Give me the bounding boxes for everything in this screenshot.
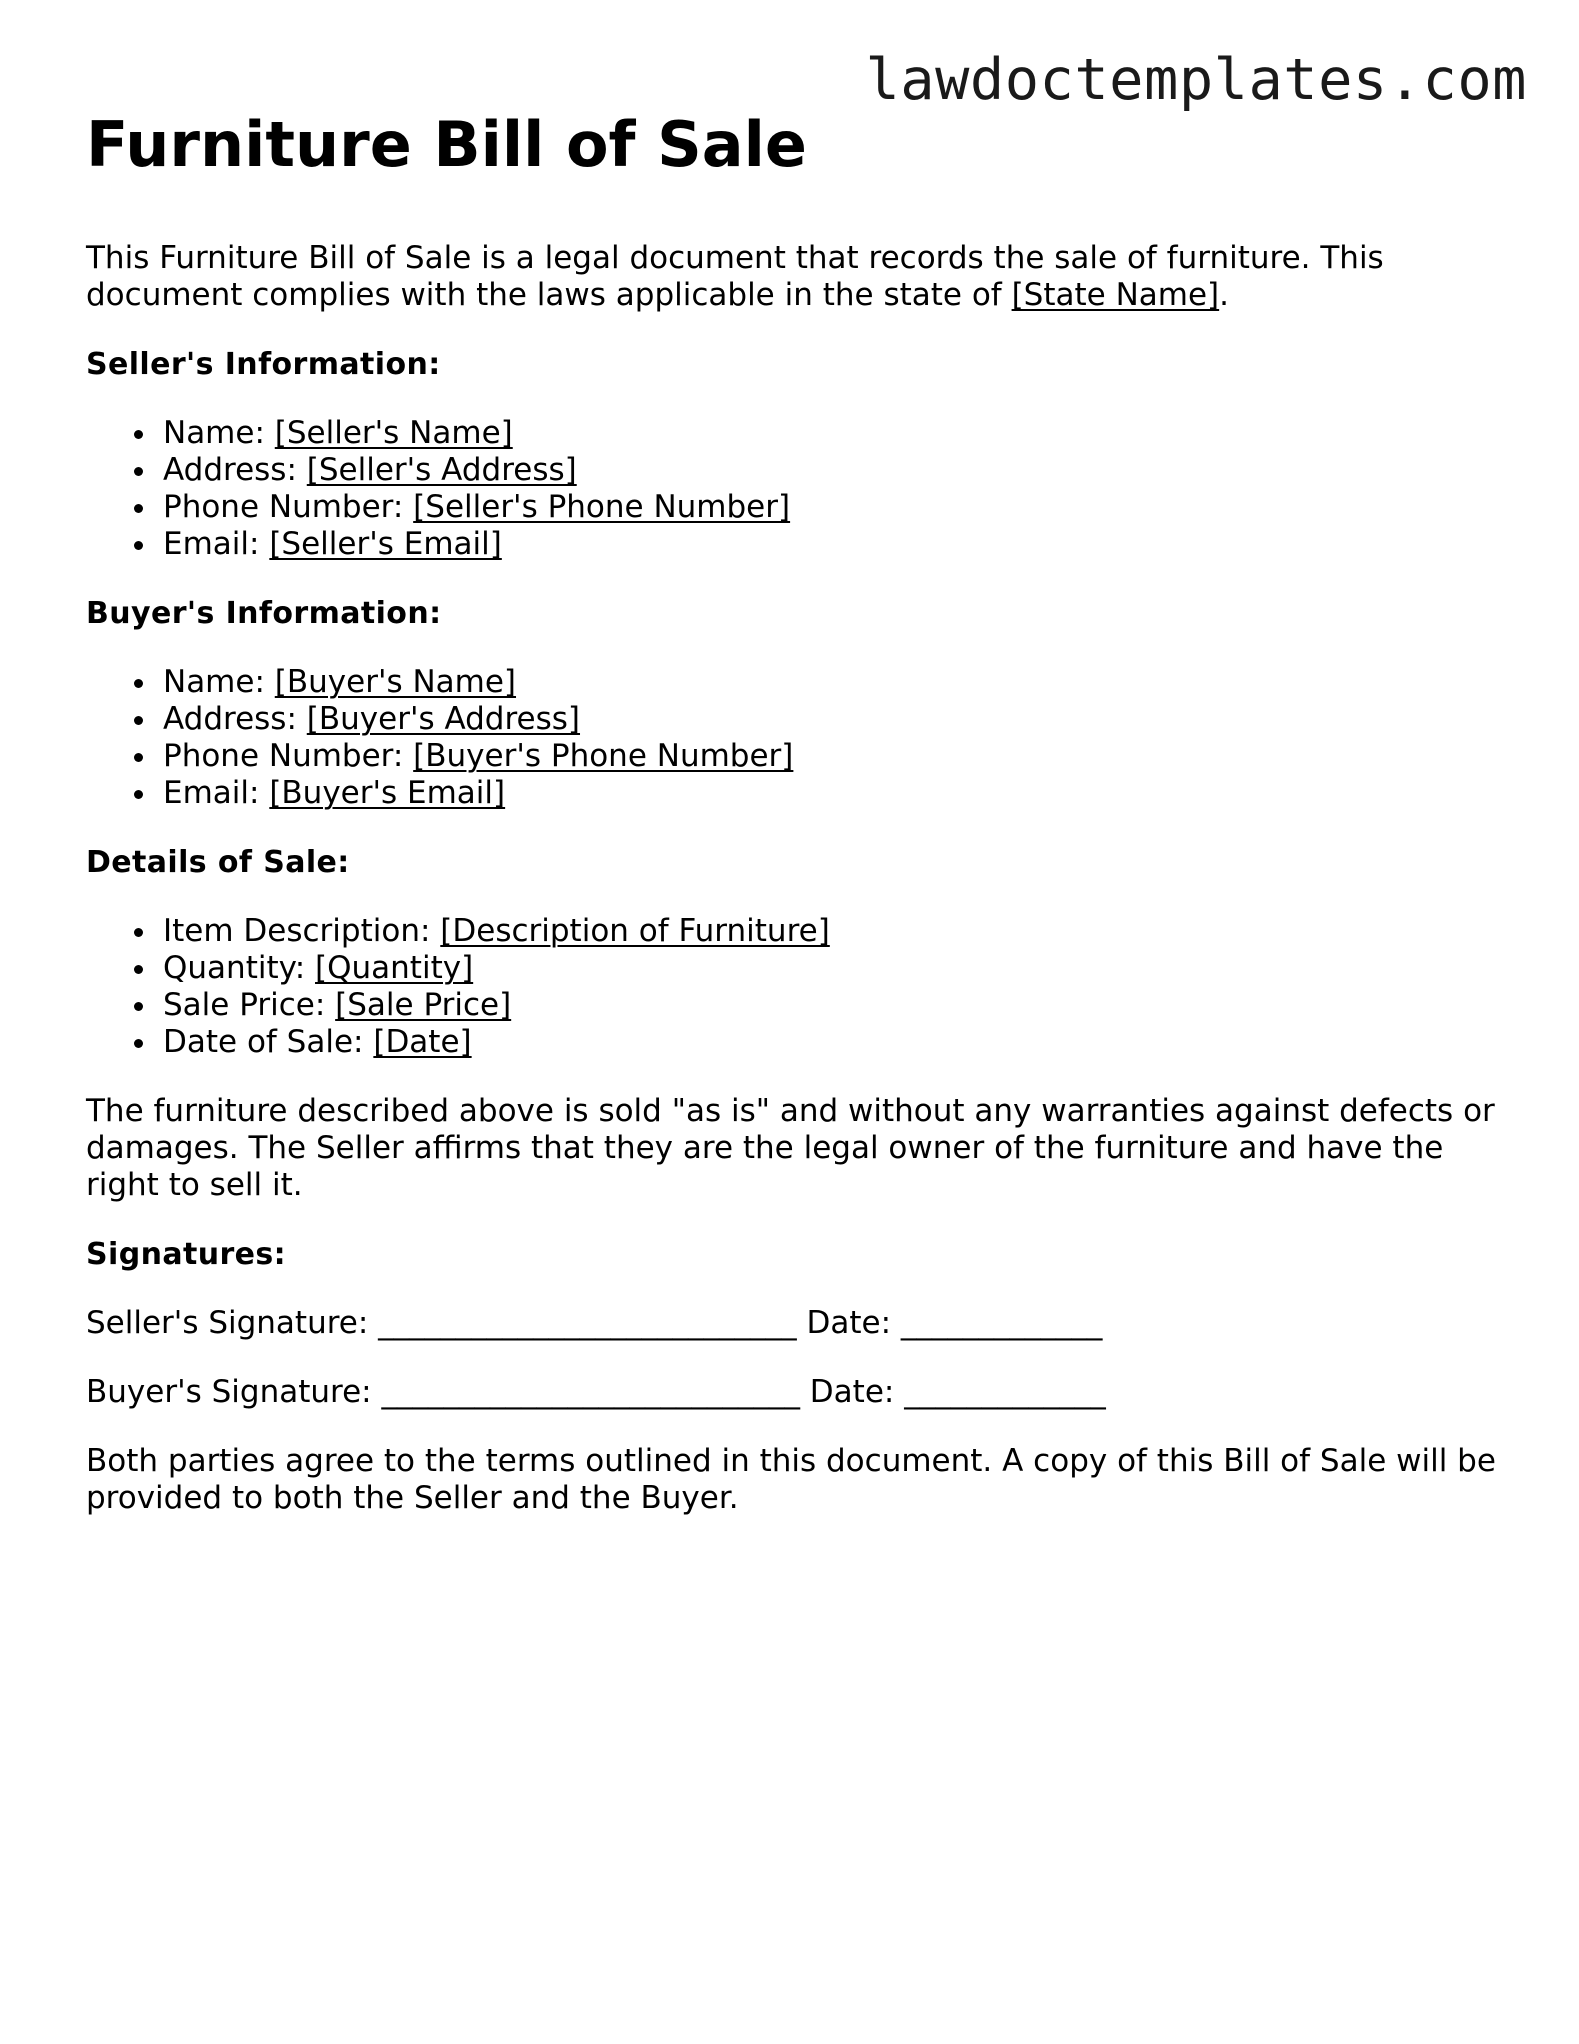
field-label: Address:: [163, 701, 307, 738]
field-placeholder: [Quantity]: [315, 950, 474, 987]
list-item: [163, 415, 1506, 452]
field-placeholder: [Buyer's Name]: [274, 664, 517, 701]
closing-paragraph: Both parties agree to the terms outlined in this document. A copy of this Bill of Sale will be provided to both the Seller and the Buyer.: [86, 1443, 1496, 1517]
buyer-signature-line: Buyer's Signature: ___________________________ Date: _____________: [86, 1374, 1106, 1411]
list-item: [163, 664, 1506, 701]
field-placeholder: [Sale Price]: [335, 987, 512, 1024]
field-label: Quantity:: [163, 950, 316, 987]
document-title: Furniture Bill of Sale: [86, 108, 807, 181]
list-item: [163, 526, 1506, 563]
buyer-info-heading: Buyer's Information:: [86, 596, 442, 632]
watermark: lawdoctemplates.com: [865, 47, 1527, 113]
intro-paragraph: [86, 240, 1506, 314]
field-label: Email:: [163, 526, 270, 563]
field-placeholder: [Seller's Name]: [274, 415, 513, 452]
list-item: [163, 701, 1506, 738]
as-is-paragraph: The furniture described above is sold "as is" and without any warranties against defects or damages. The Seller affirms that they are the legal owner of the furniture and have the right to sell it.: [86, 1093, 1495, 1204]
intro-end: .: [1219, 277, 1229, 314]
list-item: [163, 775, 1506, 812]
field-placeholder: [Buyer's Phone Number]: [413, 738, 794, 775]
field-label: Email:: [163, 775, 270, 812]
list-item: [163, 950, 1506, 987]
signatures-heading: Signatures:: [86, 1237, 287, 1273]
field-placeholder: [Buyer's Email]: [269, 775, 506, 812]
state-name-placeholder: [State Name]: [1011, 277, 1220, 314]
field-label: Phone Number:: [163, 738, 414, 775]
field-placeholder: [Date]: [373, 1024, 472, 1061]
seller-signature-line: Seller's Signature: ___________________________ Date: _____________: [86, 1305, 1103, 1342]
field-placeholder: [Seller's Phone Number]: [413, 489, 791, 526]
seller-info-heading: Seller's Information:: [86, 347, 441, 383]
field-placeholder: [Seller's Email]: [269, 526, 502, 563]
document-body: [86, 108, 1506, 1517]
seller-info-list: [86, 415, 1506, 563]
buyer-info-list: [86, 664, 1506, 812]
list-item: [163, 489, 1506, 526]
intro-text: This Furniture Bill of Sale is a legal document that records the sale of furniture. This document complies with the laws applicable in the state of: [86, 240, 1384, 314]
field-label: Address:: [163, 452, 307, 489]
field-label: Name:: [163, 415, 275, 452]
field-label: Sale Price:: [163, 987, 336, 1024]
list-item: [163, 913, 1506, 950]
sale-details-heading: Details of Sale:: [86, 845, 350, 881]
field-label: Item Description:: [163, 913, 441, 950]
list-item: [163, 1024, 1506, 1061]
field-label: Phone Number:: [163, 489, 414, 526]
sale-details-list: [86, 913, 1506, 1061]
field-label: Name:: [163, 664, 275, 701]
list-item: [163, 738, 1506, 775]
list-item: [163, 987, 1506, 1024]
field-placeholder: [Description of Furniture]: [440, 913, 830, 950]
field-placeholder: [Seller's Address]: [306, 452, 577, 489]
field-placeholder: [Buyer's Address]: [306, 701, 581, 738]
field-label: Date of Sale:: [163, 1024, 374, 1061]
list-item: [163, 452, 1506, 489]
